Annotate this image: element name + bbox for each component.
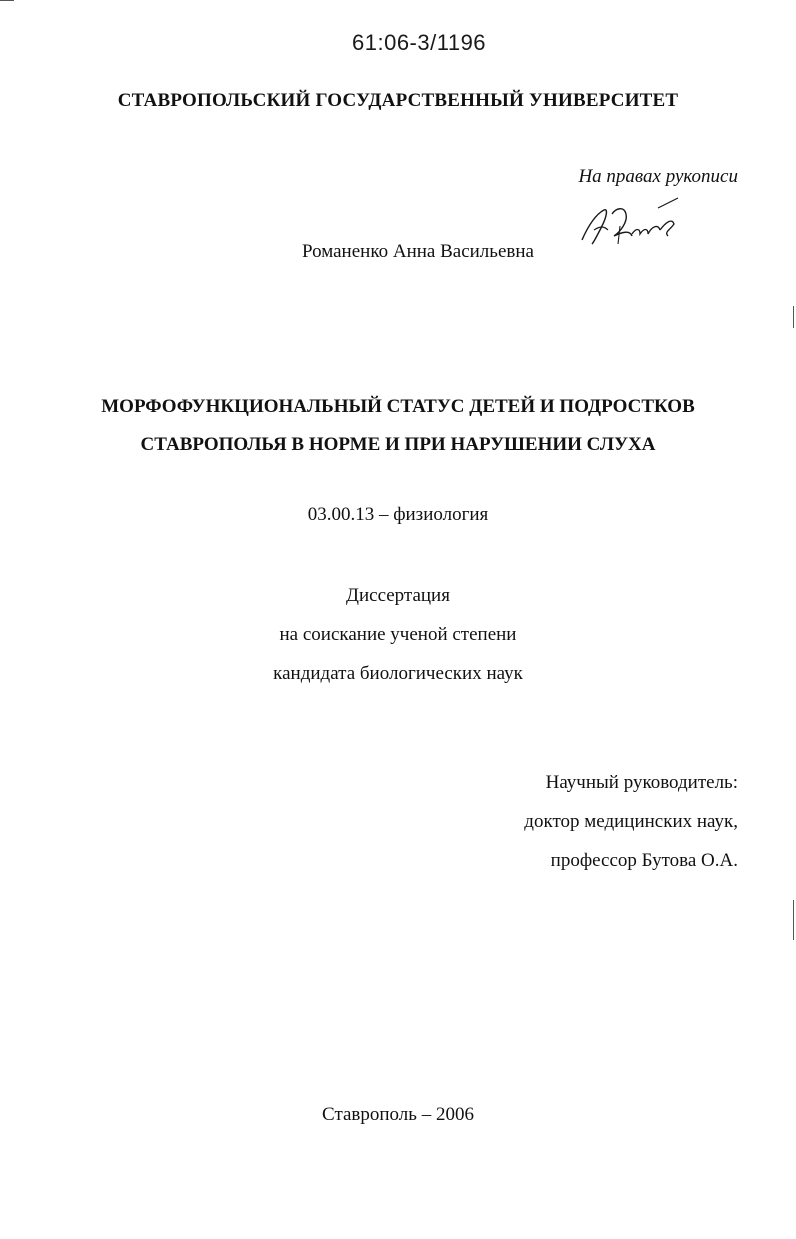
specialty-code: 03.00.13 – физиология xyxy=(307,504,489,525)
supervisor-line: доктор медицинских наук, xyxy=(524,811,738,832)
dissertation-title xyxy=(0,388,796,464)
degree-statement xyxy=(0,576,796,693)
supervisor-line: профессор Бутова О.А. xyxy=(550,850,738,871)
archive-code: 61:06-3/1196 xyxy=(352,30,487,55)
author-name: Романенко Анна Васильевна xyxy=(302,241,534,262)
title-line: СТАВРОПОЛЬЯ В НОРМЕ И ПРИ НАРУШЕНИИ СЛУХА xyxy=(140,434,656,455)
scan-border-mark-right xyxy=(793,306,794,328)
scan-border-mark-right-lower xyxy=(793,900,794,940)
university-name: СТАВРОПОЛЬСКИЙ ГОСУДАРСТВЕННЫЙ УНИВЕРСИТЕТ xyxy=(117,90,679,111)
supervisor-block xyxy=(524,763,738,880)
manuscript-rights-note: На правах рукописи xyxy=(578,166,738,187)
degree-line: на соискание ученой степени xyxy=(279,624,517,645)
signature-icon xyxy=(574,196,684,252)
title-line: МОРФОФУНКЦИОНАЛЬНЫЙ СТАТУС ДЕТЕЙ И ПОДРОСТКОВ xyxy=(101,396,695,417)
scan-border-mark-top-left xyxy=(0,0,14,1)
degree-line: кандидата биологических наук xyxy=(273,663,523,684)
supervisor-line: Научный руководитель: xyxy=(545,772,738,793)
degree-line: Диссертация xyxy=(346,585,450,606)
place-and-year: Ставрополь – 2006 xyxy=(322,1104,474,1125)
